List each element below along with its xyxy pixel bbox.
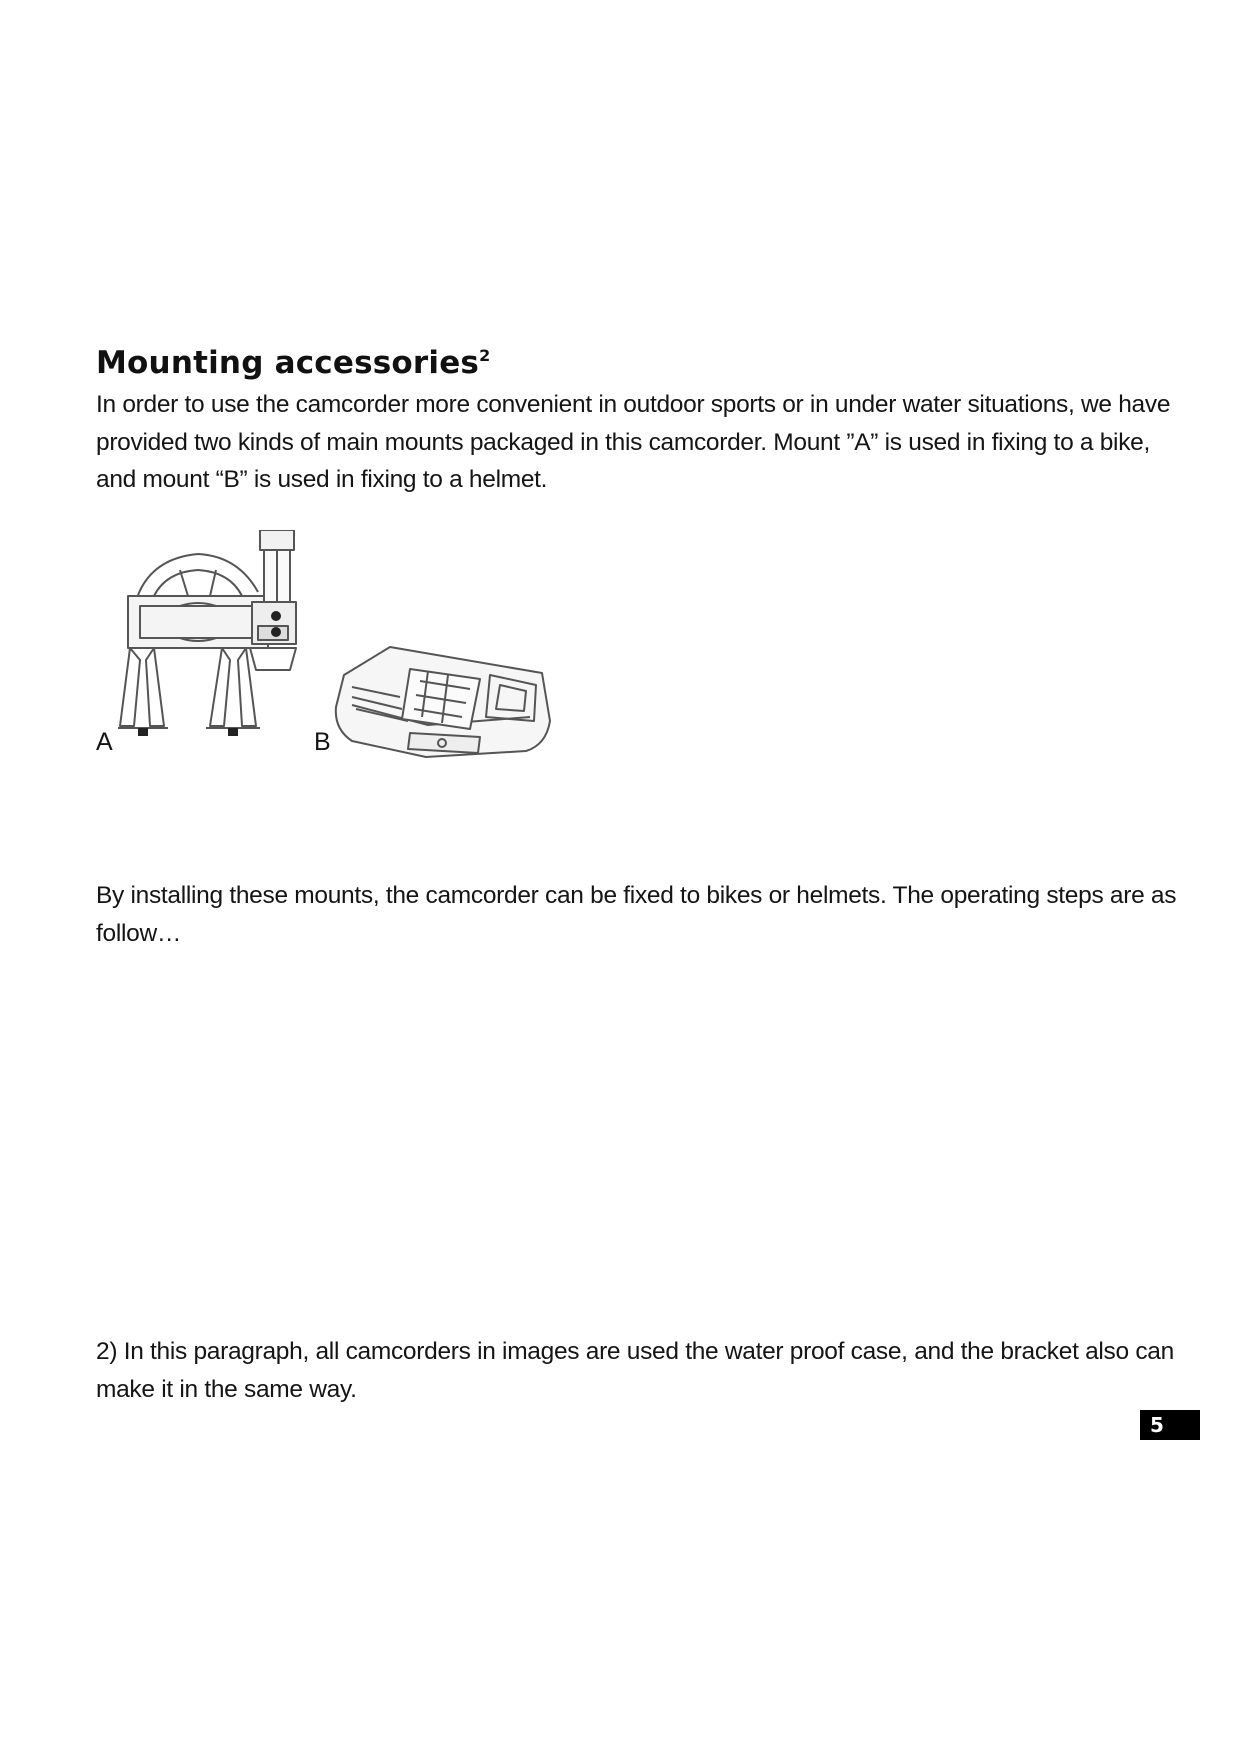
helmet-mount-illustration	[330, 645, 560, 760]
intro-paragraph: In order to use the camcorder more convenient in outdoor sports or in under water situations, we have provided two kinds of main mounts packaged in this camcorder. Mount ”A” is used in fixing to a bike, and mount “B” is used in fixing to a helmet.	[96, 391, 1171, 493]
section-title	[96, 344, 490, 382]
footnote: 2) In this paragraph, all camcorders in images are used the water proof case, and the bracket also can make it in the same way.	[96, 1338, 1174, 1403]
figure-label-a: A	[96, 728, 113, 756]
footnote-marker: 2	[479, 346, 491, 365]
figure-label-b: B	[314, 728, 331, 756]
install-paragraph: By installing these mounts, the camcorder can be fixed to bikes or helmets. The operating steps are as follow…	[96, 882, 1177, 947]
bike-mount-illustration	[118, 530, 318, 760]
section-title-text: Mounting accessories	[96, 345, 480, 381]
page-number: 5	[1140, 1410, 1200, 1440]
